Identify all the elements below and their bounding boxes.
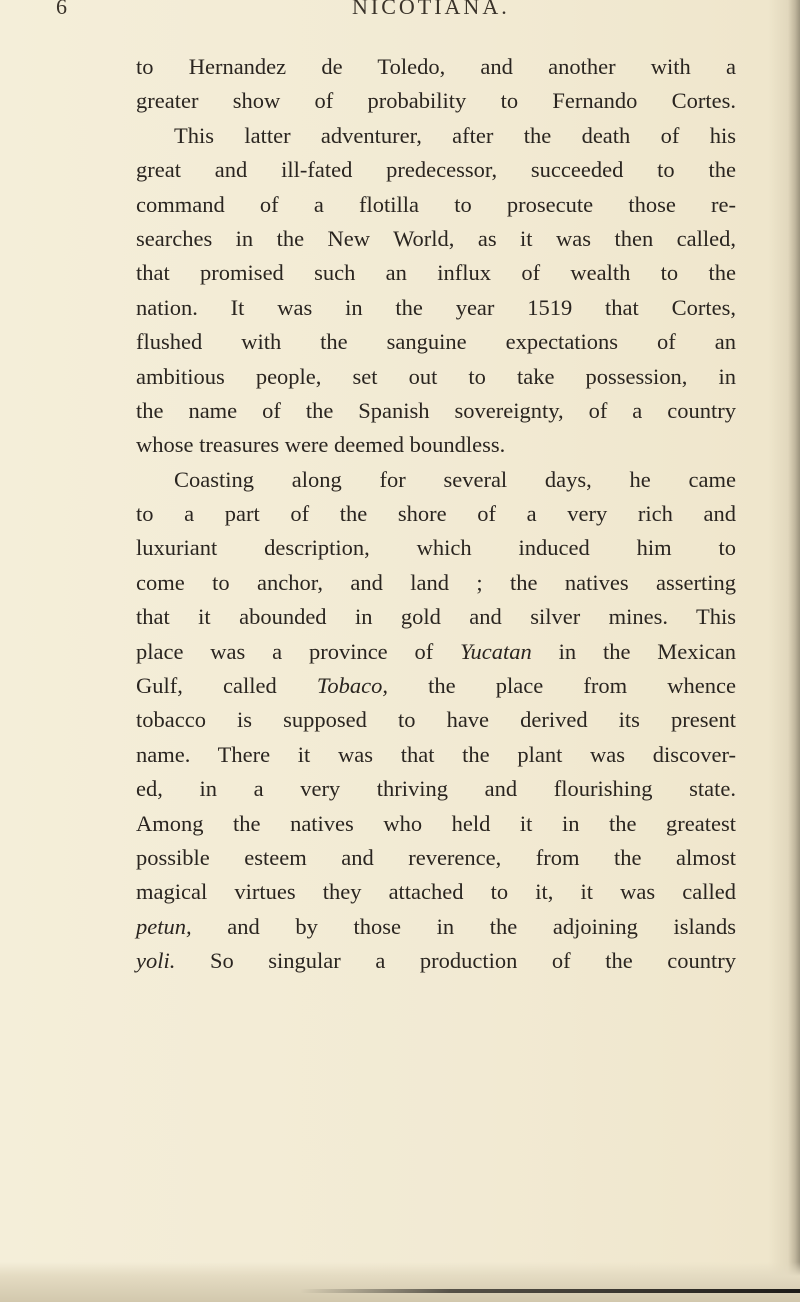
text-line: tobacco is supposed to have derived its present [136,707,736,733]
text-line [136,669,736,703]
text-line: to a part of the shore of a very rich and [136,501,736,527]
italic-place-name: Tobaco, [316,673,388,699]
running-head [0,0,800,18]
text-line: luxuriant description, which induced him to [136,535,736,561]
text-run: So singular a production of the country [175,948,736,974]
text-line: command of a flotilla to prosecute those re- [136,191,736,217]
text-run: Gulf, called [136,673,317,699]
text-line: that it abounded in gold and silver mines. This [136,604,736,630]
text-line [136,910,736,944]
text-line: nation. It was in the year 1519 that Cortes, [136,294,736,320]
page-edge-shadow [788,0,800,1302]
text-line: flushed with the sanguine expectations of an [136,329,736,355]
text-line: magical virtues they attached to it, it was called [136,879,736,905]
text-line: searches in the New World, as it was then called, [136,225,736,251]
text-line: whose treasures were deemed boundless. [136,432,506,458]
text-line: ambitious people, set out to take possession, in [136,363,736,389]
text-line: This latter adventurer, after the death of his [174,122,736,148]
running-title: NICOTIANA. [352,0,510,19]
text-run: place was a province of [136,638,461,664]
text-line [136,944,736,978]
text-line: Among the natives who held it in the greatest [136,810,736,836]
text-line: ed, in a very thriving and flourishing state. [136,776,736,802]
body-text [136,50,736,979]
text-line: come to anchor, and land ; the natives asserting [136,569,736,595]
text-run: the place from whence [387,673,736,699]
text-line: to Hernandez de Toledo, and another with a [136,54,736,79]
text-line: possible esteem and reverence, from the almost [136,844,736,870]
text-run: and by those in the adjoining islands [191,913,736,939]
text-line [136,635,736,669]
text-line: greater show of probability to Fernando Cortes. [136,88,736,114]
text-line: Coasting along for several days, he came [174,466,736,492]
text-line: great and ill-fated predecessor, succeeded to the [136,157,736,183]
text-line: that promised such an influx of wealth to the [136,260,736,286]
italic-place-name: Yucatan [460,638,532,664]
text-line: name. There it was that the plant was discover- [136,741,736,767]
text-line: the name of the Spanish sovereignty, of a country [136,397,736,423]
italic-native-word: petun, [136,913,192,939]
page-number: 6 [56,0,68,19]
text-run: in the Mexican [531,638,736,664]
page-bottom-shadow [0,1262,800,1302]
page-bottom-edge [300,1289,800,1293]
italic-native-word: yoli. [136,948,176,974]
